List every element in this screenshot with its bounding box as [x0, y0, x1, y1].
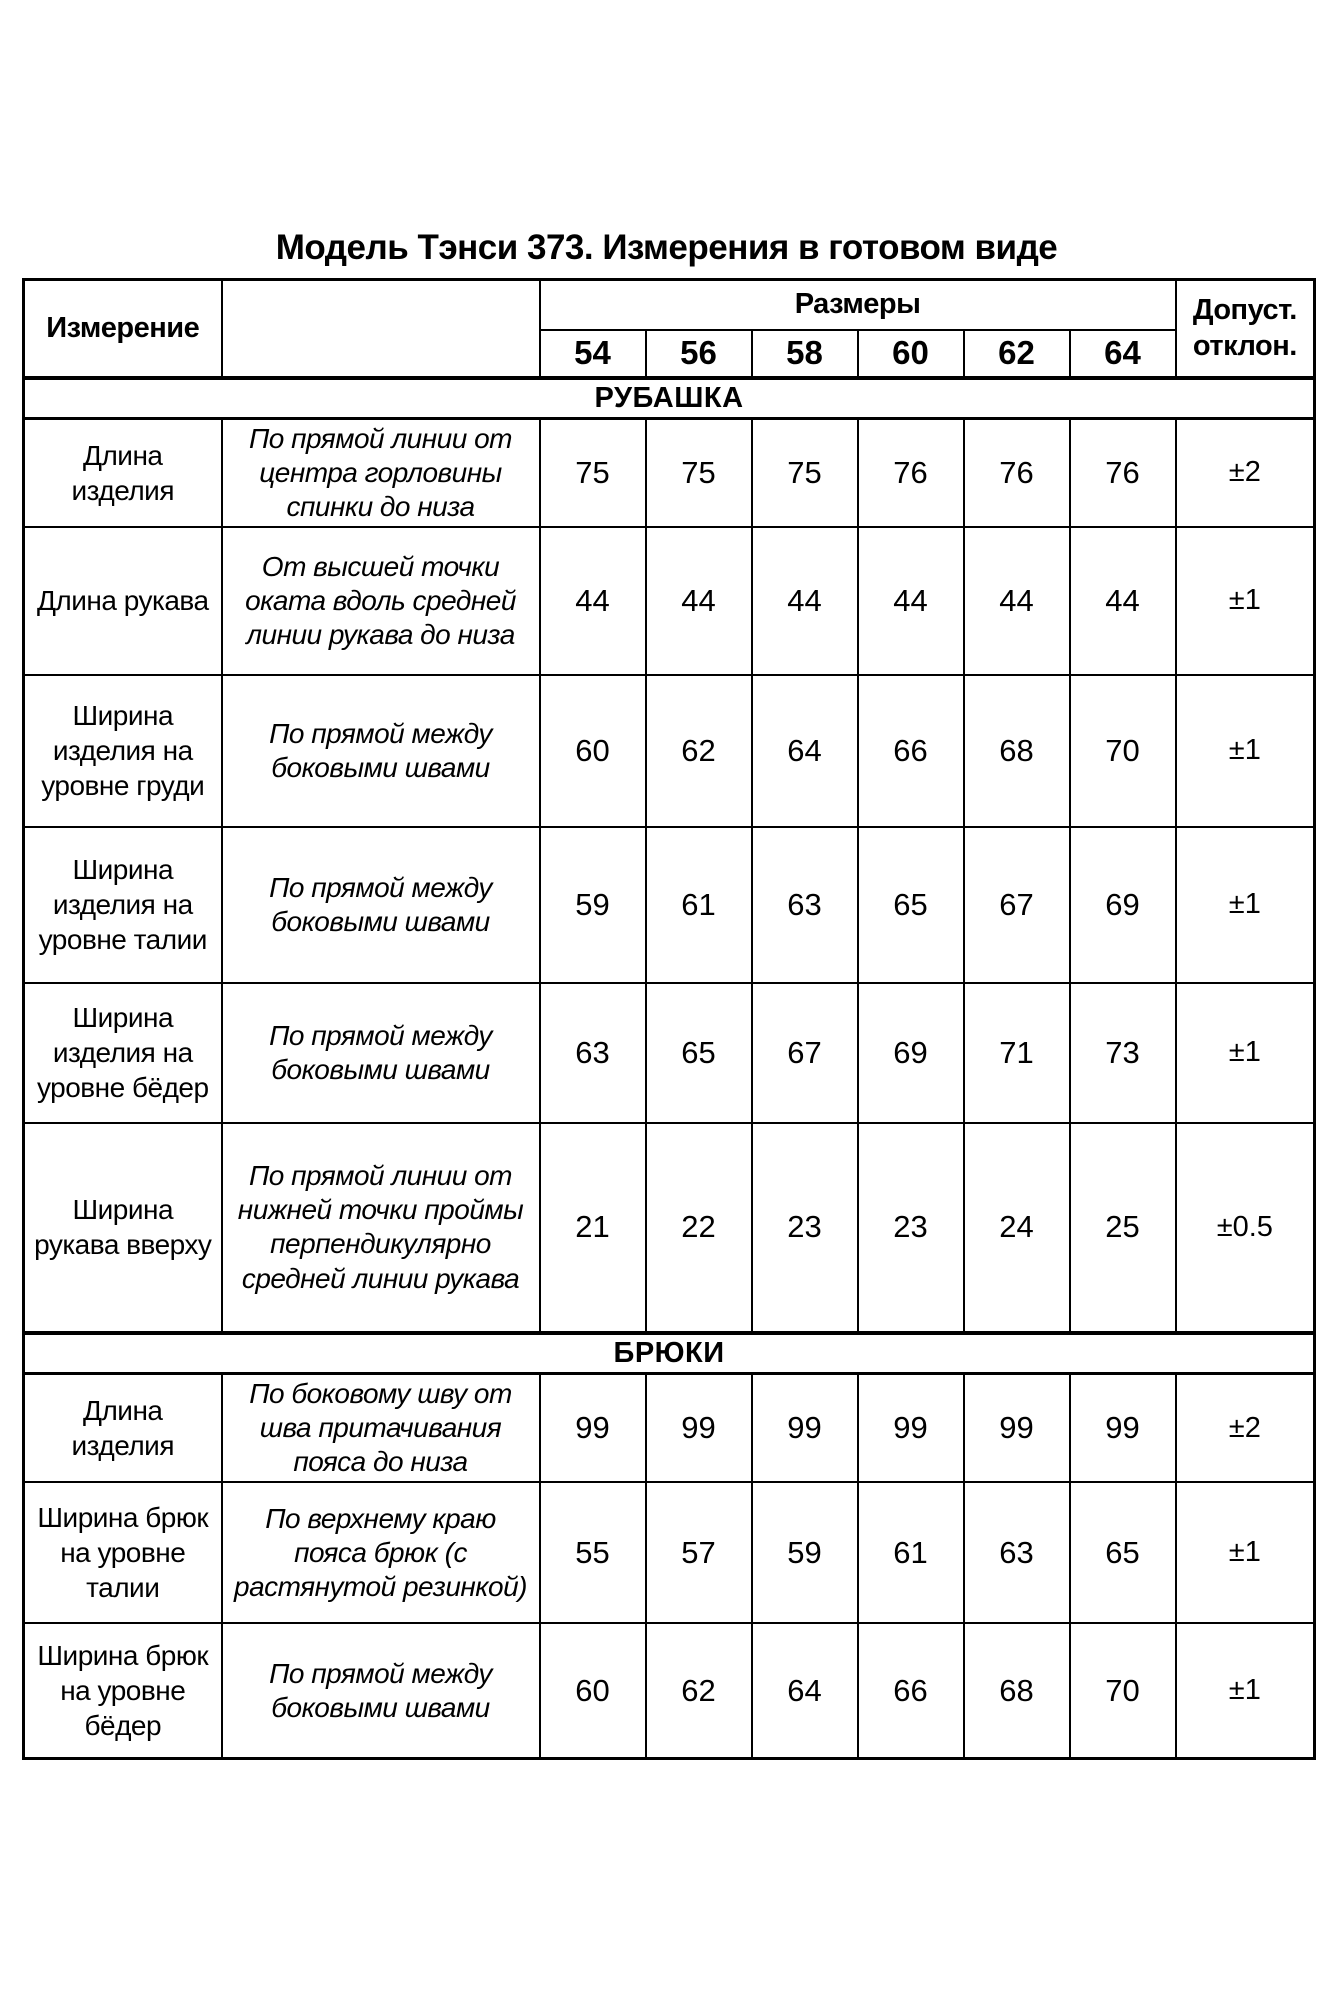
row-description: По верхнему краю пояса брюк (с растянутой резинкой): [222, 1482, 540, 1623]
value-cell: 73: [1070, 983, 1176, 1123]
row-label: Ширина изделия на уровне бёдер: [24, 983, 222, 1123]
description-column-header: [222, 280, 540, 378]
section-header: БРЮКИ: [24, 1333, 1315, 1374]
value-cell: 62: [646, 675, 752, 827]
value-cell: 70: [1070, 675, 1176, 827]
tolerance-cell: ±1: [1176, 983, 1315, 1123]
value-cell: 68: [964, 1623, 1070, 1758]
value-cell: 99: [1070, 1373, 1176, 1482]
value-cell: 70: [1070, 1623, 1176, 1758]
tolerance-cell: ±1: [1176, 527, 1315, 675]
row-label: Длина изделия: [24, 418, 222, 527]
value-cell: 69: [858, 983, 964, 1123]
value-cell: 61: [858, 1482, 964, 1623]
value-cell: 64: [752, 1623, 858, 1758]
value-cell: 68: [964, 675, 1070, 827]
table-row: [24, 1623, 1315, 1758]
value-cell: 60: [540, 1623, 646, 1758]
size-header: 60: [858, 330, 964, 378]
measurement-column-header: Измерение: [24, 280, 222, 378]
value-cell: 63: [540, 983, 646, 1123]
page-title: Модель Тэнси 373. Измерения в готовом виде: [275, 228, 1058, 267]
value-cell: 75: [540, 418, 646, 527]
table-row: [24, 1482, 1315, 1623]
value-cell: 99: [858, 1373, 964, 1482]
value-cell: 65: [1070, 1482, 1176, 1623]
row-label: Длина изделия: [24, 1373, 222, 1482]
value-cell: 62: [646, 1623, 752, 1758]
value-cell: 63: [752, 827, 858, 983]
size-header: 64: [1070, 330, 1176, 378]
size-header: 58: [752, 330, 858, 378]
value-cell: 75: [752, 418, 858, 527]
row-label: Длина рукава: [24, 527, 222, 675]
value-cell: 57: [646, 1482, 752, 1623]
value-cell: 61: [646, 827, 752, 983]
table-row: [24, 827, 1315, 983]
value-cell: 55: [540, 1482, 646, 1623]
row-label: Ширина изделия на уровне груди: [24, 675, 222, 827]
value-cell: 71: [964, 983, 1070, 1123]
value-cell: 75: [646, 418, 752, 527]
value-cell: 67: [752, 983, 858, 1123]
row-description: По прямой между боковыми швами: [222, 827, 540, 983]
value-cell: 59: [752, 1482, 858, 1623]
row-description: По боковому шву от шва притачивания пояса до низа: [222, 1373, 540, 1482]
value-cell: 59: [540, 827, 646, 983]
value-cell: 23: [752, 1123, 858, 1333]
value-cell: 99: [964, 1373, 1070, 1482]
tolerance-cell: ±1: [1176, 827, 1315, 983]
tolerance-cell: ±1: [1176, 675, 1315, 827]
table-row: [24, 675, 1315, 827]
value-cell: 24: [964, 1123, 1070, 1333]
value-cell: 76: [964, 418, 1070, 527]
value-cell: 66: [858, 675, 964, 827]
table-row: [24, 983, 1315, 1123]
value-cell: 44: [540, 527, 646, 675]
table-row: [24, 1373, 1315, 1482]
row-description: По прямой линии от центра горловины спинки до низа: [222, 418, 540, 527]
value-cell: 64: [752, 675, 858, 827]
tolerance-cell: ±1: [1176, 1482, 1315, 1623]
row-description: По прямой между боковыми швами: [222, 675, 540, 827]
sizes-group-header: Размеры: [540, 280, 1176, 330]
value-cell: 76: [1070, 418, 1176, 527]
row-description: По прямой между боковыми швами: [222, 1623, 540, 1758]
tolerance-cell: ±0.5: [1176, 1123, 1315, 1333]
value-cell: 63: [964, 1482, 1070, 1623]
row-description: От высшей точки оката вдоль средней линии рукава до низа: [222, 527, 540, 675]
row-description: По прямой между боковыми швами: [222, 983, 540, 1123]
tolerance-column-header: [1176, 280, 1315, 378]
table-row: [24, 1123, 1315, 1333]
value-cell: 23: [858, 1123, 964, 1333]
tolerance-cell: ±2: [1176, 1373, 1315, 1482]
value-cell: 44: [964, 527, 1070, 675]
row-label: Ширина изделия на уровне талии: [24, 827, 222, 983]
row-description: По прямой линии от нижней точки проймы перпендикулярно средней линии рукава: [222, 1123, 540, 1333]
value-cell: 44: [752, 527, 858, 675]
value-cell: 76: [858, 418, 964, 527]
table-body: [24, 378, 1315, 1759]
section-header: РУБАШКА: [24, 378, 1315, 419]
row-label: Ширина брюк на уровне талии: [24, 1482, 222, 1623]
table-row: [24, 527, 1315, 675]
size-header: 62: [964, 330, 1070, 378]
value-cell: 99: [646, 1373, 752, 1482]
value-cell: 44: [1070, 527, 1176, 675]
tolerance-cell: ±1: [1176, 1623, 1315, 1758]
tolerance-header-line1: Допуст.: [1192, 294, 1297, 326]
row-label: Ширина рукава вверху: [24, 1123, 222, 1333]
value-cell: 44: [646, 527, 752, 675]
section-row: [24, 1333, 1315, 1374]
tolerance-cell: ±2: [1176, 418, 1315, 527]
header-row-top: [24, 280, 1315, 330]
measurements-table: [22, 278, 1316, 1760]
value-cell: 67: [964, 827, 1070, 983]
value-cell: 25: [1070, 1123, 1176, 1333]
value-cell: 22: [646, 1123, 752, 1333]
value-cell: 99: [540, 1373, 646, 1482]
value-cell: 65: [646, 983, 752, 1123]
value-cell: 60: [540, 675, 646, 827]
size-header: 54: [540, 330, 646, 378]
value-cell: 69: [1070, 827, 1176, 983]
section-row: [24, 378, 1315, 419]
table-row: [24, 418, 1315, 527]
value-cell: 65: [858, 827, 964, 983]
row-label: Ширина брюк на уровне бёдер: [24, 1623, 222, 1758]
value-cell: 99: [752, 1373, 858, 1482]
value-cell: 44: [858, 527, 964, 675]
size-header: 56: [646, 330, 752, 378]
tolerance-header-line2: отклон.: [1192, 330, 1297, 363]
value-cell: 66: [858, 1623, 964, 1758]
value-cell: 21: [540, 1123, 646, 1333]
